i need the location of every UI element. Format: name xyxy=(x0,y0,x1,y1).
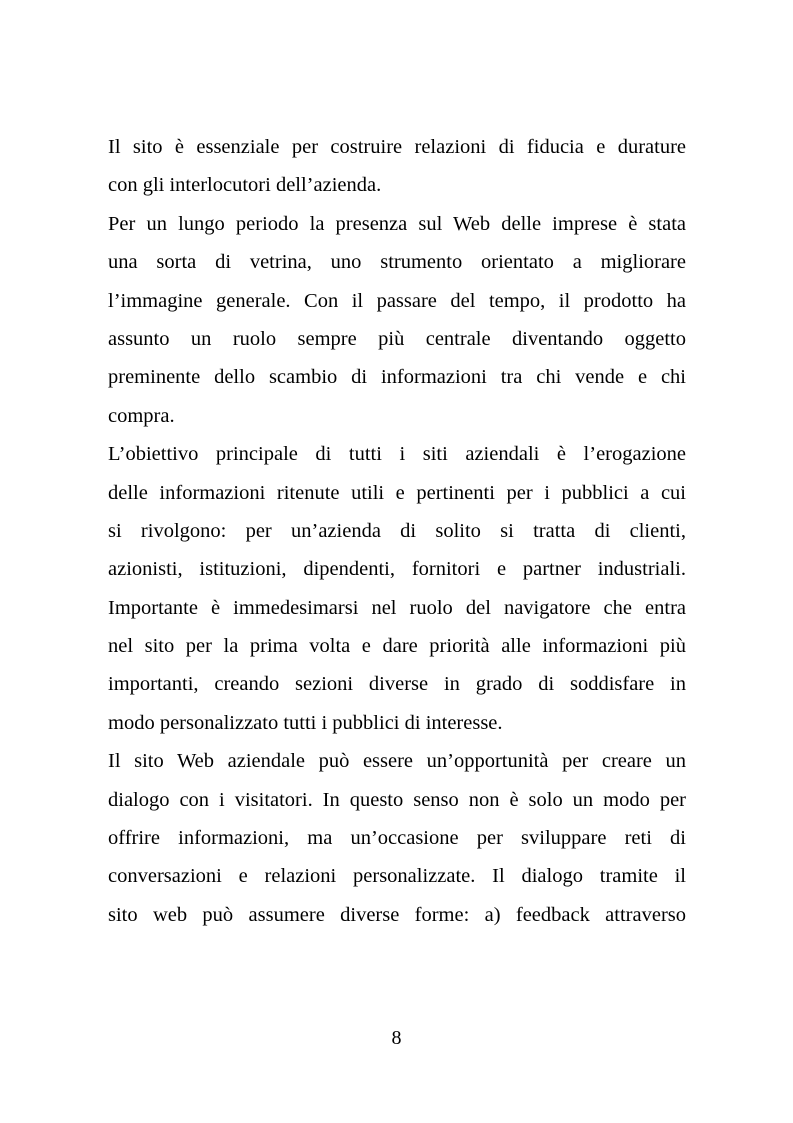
text-line: si rivolgono: per un’azienda di solito si tratta di clienti, xyxy=(108,519,686,542)
text-line: preminente dello scambio di informazioni tra chi vende e chi xyxy=(108,366,686,389)
text-line: assunto un ruolo sempre più centrale diventando oggetto xyxy=(108,327,686,350)
text-line: L’obiettivo principale di tutti i siti aziendali è l’erogazione xyxy=(108,443,686,466)
text-line: nel sito per la prima volta e dare priorità alle informazioni più xyxy=(108,635,686,658)
text-line: Importante è immedesimarsi nel ruolo del navigatore che entra xyxy=(108,596,686,619)
text-line: sito web può assumere diverse forme: a) feedback attraverso xyxy=(108,903,686,926)
text-line: con gli interlocutori dell’azienda. xyxy=(108,174,382,197)
text-line: Il sito è essenziale per costruire relazioni di fiducia e durature xyxy=(108,136,686,158)
text-line: Il sito Web aziendale può essere un’opportunità per creare un xyxy=(108,750,686,773)
body-text xyxy=(108,128,686,934)
text-line: una sorta di vetrina, uno strumento orientato a migliorare xyxy=(108,251,686,274)
page-number: 8 xyxy=(391,1027,402,1049)
text-line: azionisti, istituzioni, dipendenti, fornitori e partner industriali. xyxy=(108,558,686,581)
text-line: Per un lungo periodo la presenza sul Web delle imprese è stata xyxy=(108,212,686,235)
text-line: offrire informazioni, ma un’occasione per sviluppare reti di xyxy=(108,827,686,850)
text-line: compra. xyxy=(108,404,175,427)
text-line: l’immagine generale. Con il passare del tempo, il prodotto ha xyxy=(108,289,686,312)
text-line: importanti, creando sezioni diverse in grado di soddisfare in xyxy=(108,673,686,696)
text-line: conversazioni e relazioni personalizzate. Il dialogo tramite il xyxy=(108,865,686,888)
text-line: dialogo con i visitatori. In questo senso non è solo un modo per xyxy=(108,788,686,811)
text-line: modo personalizzato tutti i pubblici di interesse. xyxy=(108,711,503,734)
text-line: delle informazioni ritenute utili e pertinenti per i pubblici a cui xyxy=(108,481,686,504)
